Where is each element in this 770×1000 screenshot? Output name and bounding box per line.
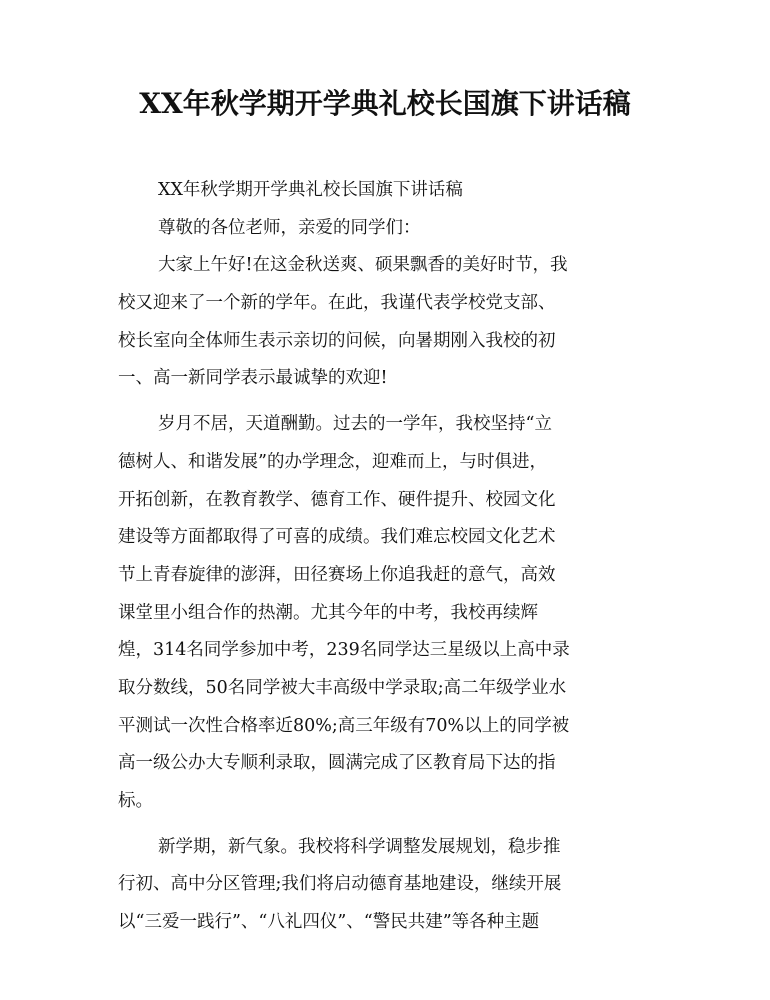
body-line-salutation: 尊敬的各位老师，亲爱的同学们： bbox=[158, 217, 421, 238]
body-line: 以“三爱一践行”、“八礼四仪”、“警民共建”等各种主题 bbox=[118, 912, 540, 933]
body-line: 标。 bbox=[118, 791, 153, 811]
body-line: 开拓创新，在教育教学、德育工作、硬件提升、校园文化 bbox=[118, 489, 556, 510]
body-line: 一、高一新同学表示最诚挚的欢迎! bbox=[118, 368, 388, 389]
paragraph-gap bbox=[118, 398, 658, 406]
body-line: 课堂里小组合作的热潮。尤其今年的中考，我校再续辉 bbox=[118, 602, 538, 623]
body-line: 校长室向全体师生表示亲切的问候，向暑期刚入我校的初 bbox=[118, 330, 556, 351]
body-line: 煌，314名同学参加中考，239名同学达三星级以上高中录 bbox=[118, 640, 570, 661]
body-line-subtitle: XX年秋学期开学典礼校长国旗下讲话稿 bbox=[158, 180, 463, 200]
body-line: 新学期，新气象。我校将科学调整发展规划，稳步推 bbox=[158, 836, 561, 857]
document-body bbox=[118, 172, 658, 942]
body-line: 取分数线，50名同学被大丰高级中学录取;高二年级学业水 bbox=[118, 677, 567, 698]
body-line: 校又迎来了一个新的学年。在此，我谨代表学校党支部、 bbox=[118, 293, 556, 314]
document-title: XX年秋学期开学典礼校长国旗下讲话稿 bbox=[139, 87, 631, 120]
body-line: 岁月不居，天道酬勤。过去的一学年，我校坚持“立 bbox=[158, 414, 552, 435]
paragraph-gap bbox=[118, 821, 658, 829]
body-line: 大家上午好!在这金秋送爽、硕果飘香的美好时节，我 bbox=[158, 255, 568, 276]
body-line: 平测试一次性合格率近80%;高三年级有70%以上的同学被 bbox=[118, 715, 570, 736]
body-line: 高一级公办大专顺利录取，圆满完成了区教育局下达的指 bbox=[118, 753, 556, 774]
body-line: 德树人、和谐发展”的办学理念，迎难而上，与时俱进， bbox=[118, 451, 547, 472]
body-line: 节上青春旋律的澎湃，田径赛场上你追我赶的意气，高效 bbox=[118, 564, 556, 585]
body-line: 行初、高中分区管理;我们将启动德育基地建设，继续开展 bbox=[118, 874, 562, 895]
body-line: 建设等方面都取得了可喜的成绩。我们难忘校园文化艺术 bbox=[118, 527, 556, 548]
